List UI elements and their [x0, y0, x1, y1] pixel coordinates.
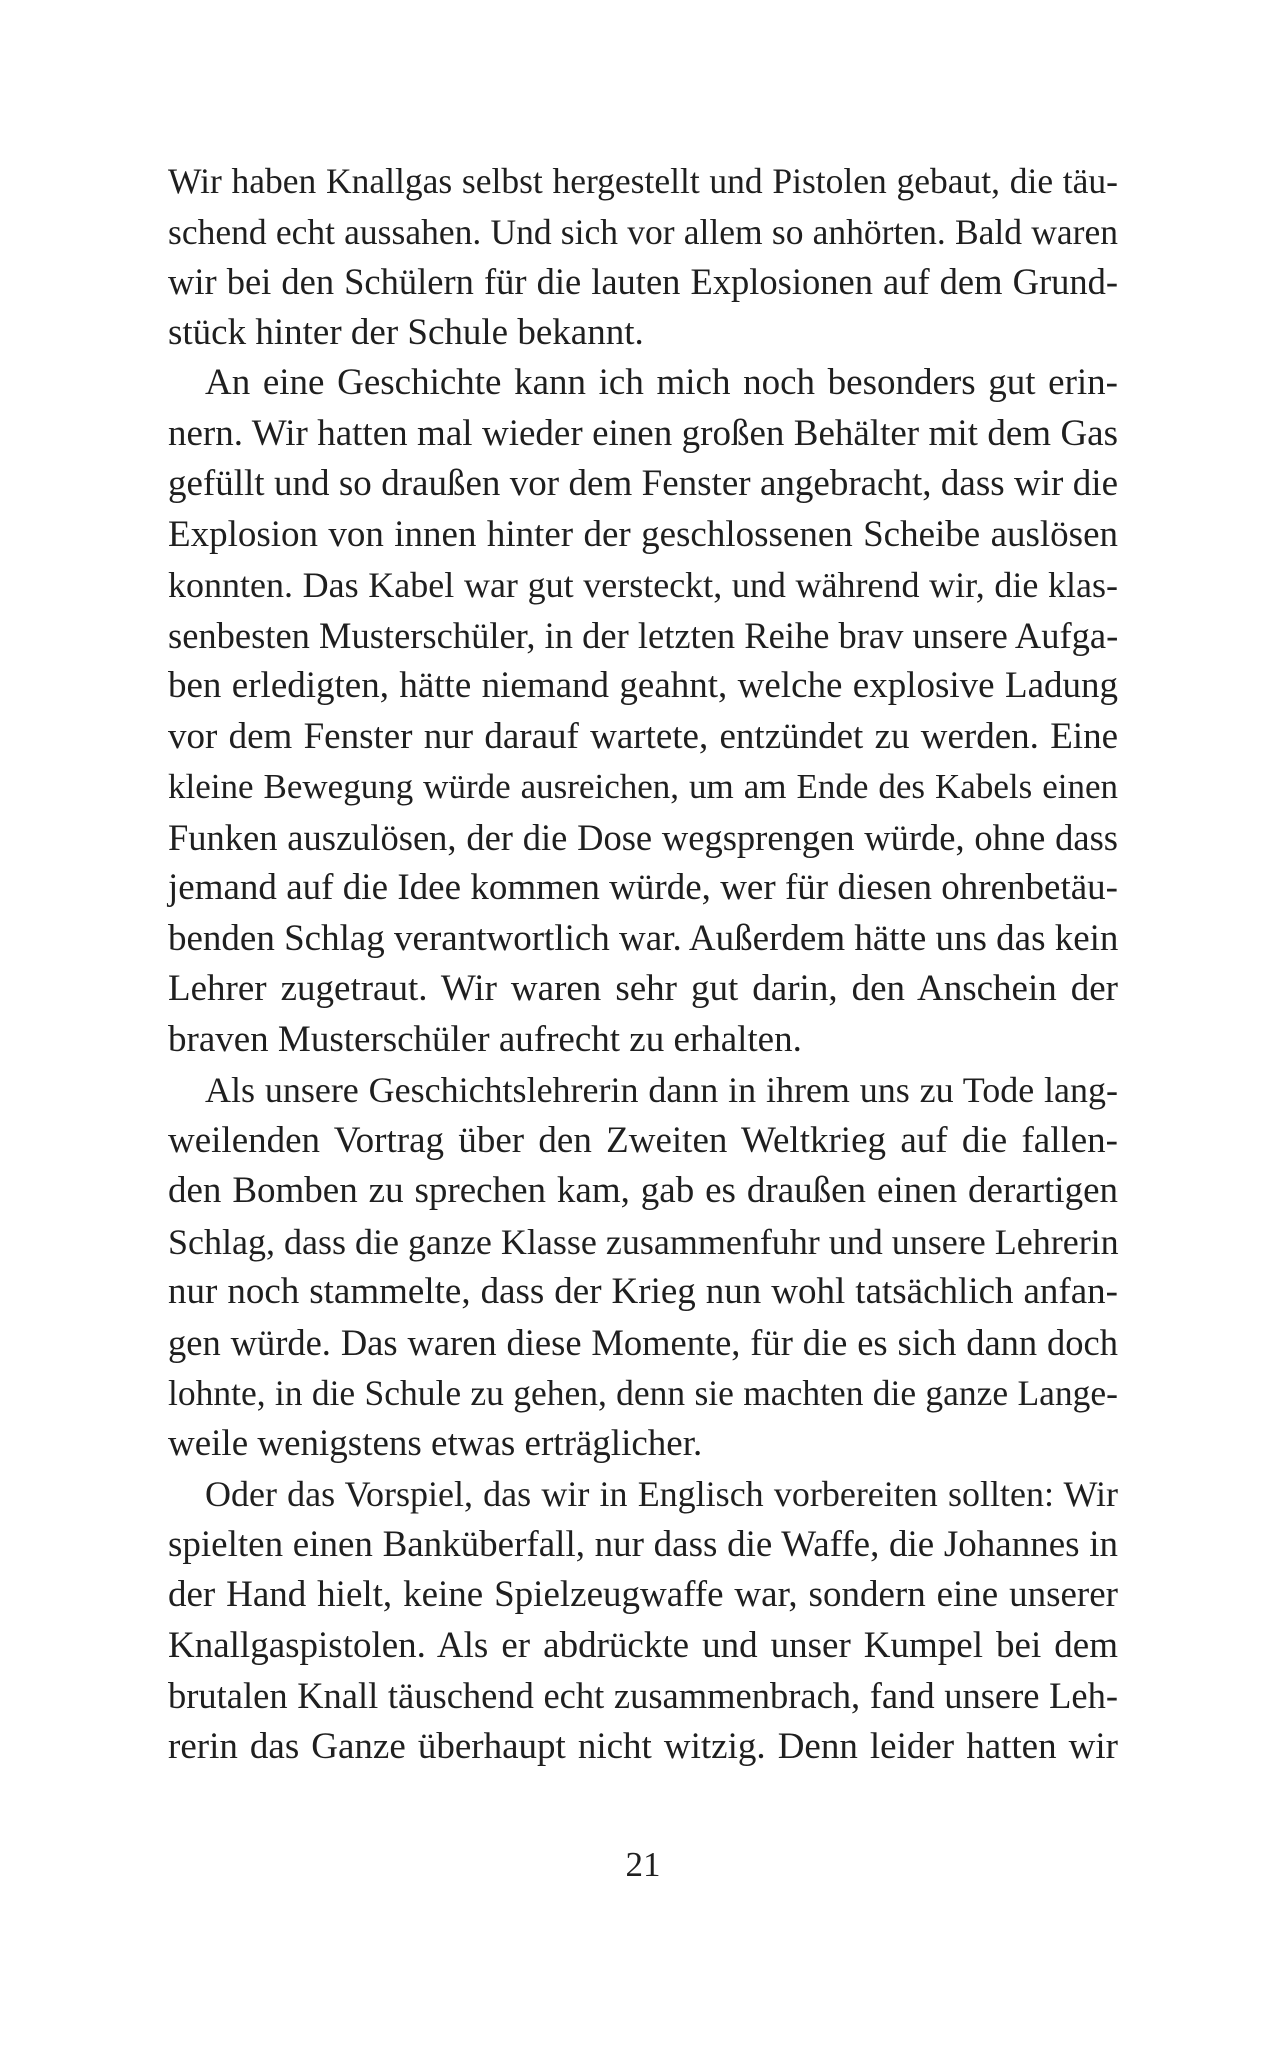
text-line: lohnte, in die Schule zu gehen, denn sie machten die ganze Lange- [168, 1373, 1118, 1413]
text-line: nern. Wir hatten mal wieder einen großen Behälter mit dem Gas [168, 412, 1118, 454]
body-text [168, 156, 1118, 1772]
text-line: wir bei den Schülern für die lauten Explosionen auf dem Grund- [168, 261, 1118, 302]
text-line: Schlag, dass die ganze Klasse zusammenfuhr und unsere Lehrerin [168, 1221, 1119, 1262]
text-line: stück hinter der Schule bekannt. [168, 311, 644, 353]
text-line: den Bomben zu sprechen kam, gab es draußen einen derartigen [168, 1170, 1118, 1211]
paragraph [168, 1469, 1118, 1772]
text-line: Knallgaspistolen. Als er abdrückte und unser Kumpel bei dem [168, 1624, 1118, 1666]
text-line: gefüllt und so draußen vor dem Fenster angebracht, dass wir die [168, 463, 1118, 504]
text-line: der Hand hielt, keine Spielzeugwaffe war, sondern eine unserer [168, 1574, 1118, 1615]
text-line: rerin das Ganze überhaupt nicht witzig. Denn leider hatten wir [168, 1725, 1118, 1767]
paragraph [168, 1065, 1118, 1469]
paragraph [168, 156, 1118, 358]
text-line: schend echt aussahen. Und sich vor allem so anhörten. Bald waren [168, 211, 1118, 252]
text-line: brutalen Knall täuschend echt zusammenbrach, fand unsere Leh- [168, 1675, 1118, 1716]
paragraph [168, 358, 1118, 1065]
text-line: ben erledigten, hätte niemand geahnt, welche explosive Ladung [168, 665, 1118, 706]
text-line: jemand auf die Idee kommen würde, wer für diesen ohrenbetäu- [168, 867, 1118, 908]
page-number: 21 [625, 1845, 661, 1884]
text-line: An eine Geschichte kann ich mich noch besonders gut erin- [205, 362, 1118, 403]
text-line: benden Schlag verantwortlich war. Außerdem hätte uns das kein [168, 917, 1119, 959]
text-line: braven Musterschüler aufrecht zu erhalten. [168, 1018, 802, 1060]
text-line: gen würde. Das waren diese Momente, für die es sich dann doch [168, 1321, 1118, 1363]
text-line: weilenden Vortrag über den Zweiten Weltkrieg auf die fallen- [168, 1119, 1118, 1161]
text-line: Als unsere Geschichtslehrerin dann in ihrem uns zu Tode lang- [205, 1070, 1118, 1110]
text-line: senbesten Musterschüler, in der letzten Reihe brav unsere Aufga- [168, 614, 1119, 656]
text-line: Explosion von innen hinter der geschlossenen Scheibe auslösen [168, 513, 1118, 555]
text-line: Oder das Vorspiel, das wir in Englisch vorbereiten sollten: Wir [205, 1474, 1118, 1514]
text-line: Lehrer zugetraut. Wir waren sehr gut darin, den Anschein der [168, 968, 1118, 1009]
text-line: vor dem Fenster nur darauf wartete, entzündet zu werden. Eine [168, 715, 1118, 757]
text-line: spielten einen Banküberfall, nur dass die Waffe, die Johannes in [168, 1523, 1118, 1565]
text-line: konnten. Das Kabel war gut versteckt, und während wir, die klas- [168, 565, 1118, 605]
text-line: weile wenigstens etwas erträglicher. [168, 1422, 703, 1464]
text-line: Wir haben Knallgas selbst hergestellt und Pistolen gebaut, die täu- [168, 161, 1118, 201]
text-line: kleine Bewegung würde ausreichen, um am Ende des Kabels einen [168, 767, 1118, 806]
text-line: nur noch stammelte, dass der Krieg nun wohl tatsächlich anfan- [168, 1271, 1118, 1312]
text-line: Funken auszulösen, der die Dose wegsprengen würde, ohne dass [168, 816, 1118, 858]
